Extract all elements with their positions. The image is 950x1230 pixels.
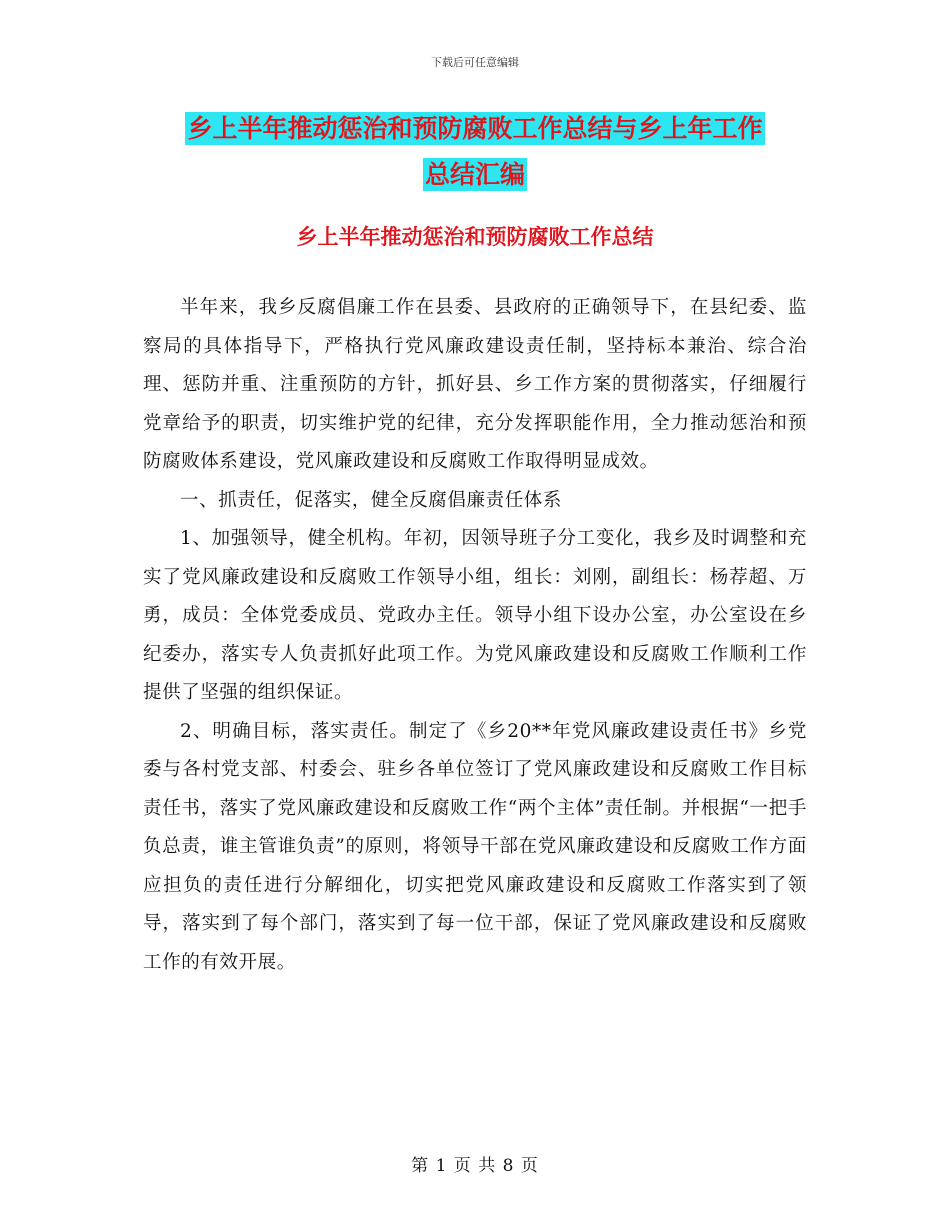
paragraph-item-2: 2、明确目标，落实责任。制定了《乡20**年党风廉政建设责任书》乡党委与各村党支部、村委会、驻乡各单位签订了党风廉政建设和反腐败工作目标责任书，落实了党风廉政建设和反腐败工作“两个主体”责任制。并根据“一把手负总责，谁主管谁负责”的原则，将领导干部在党风廉政建设和反腐败工作方面应担负的责任进行分解细化，切实把党风廉政建设和反腐败工作落实到了领导，落实到了每个部门，落实到了每一位干部，保证了党风廉政建设和反腐败工作的有效开展。: [143, 720, 807, 973]
page-number: 第 1 页 共 8 页: [411, 1156, 539, 1176]
title-line-2: 总结汇编: [424, 160, 525, 189]
paragraph-intro: 半年来，我乡反腐倡廉工作在县委、县政府的正确领导下，在县纪委、监察局的具体指导下，严格执行党风廉政建设责任制，坚持标本兼治、综合治理、惩防并重、注重预防的方针，抓好县、乡工作方案的贯彻落实，仔细履行党章给予的职责，切实维护党的纪律，充分发挥职能作用，全力推动惩治和预防腐败体系建设，党风廉政建设和反腐败工作取得明显成效。: [143, 297, 807, 472]
document-body: [143, 289, 807, 982]
paragraph-item-1: 1、加强领导，健全机构。年初，因领导班子分工变化，我乡及时调整和充实了党风廉政建设和反腐败工作领导小组，组长：刘刚，副组长：杨荐超、万勇，成员：全体党委成员、党政办主任。领导小组下设办公室，办公室设在乡纪委办，落实专人负责抓好此项工作。为党风廉政建设和反腐败工作顺利工作提供了坚强的组织保证。: [143, 528, 807, 703]
page-header-note: 下载后可任意编辑: [431, 56, 519, 69]
section-title: 乡上半年推动惩治和预防腐败工作总结: [296, 225, 654, 249]
title-line-1: 乡上半年推动惩治和预防腐败工作总结与乡上年工作: [187, 114, 763, 143]
paragraph-heading-1: 一、抓责任，促落实，健全反腐倡廉责任体系: [180, 489, 563, 511]
document-title: [140, 106, 810, 198]
